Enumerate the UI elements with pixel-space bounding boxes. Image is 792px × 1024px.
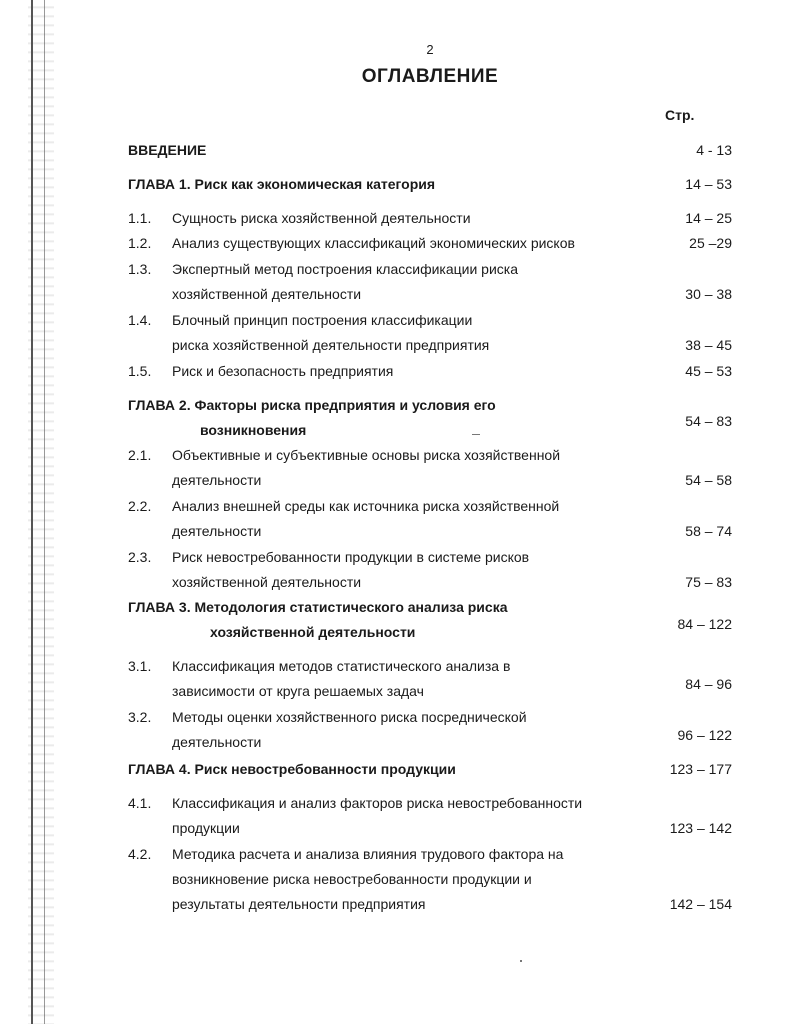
toc-section-number: 1.1. [128, 210, 152, 226]
page-number: 2 [426, 42, 434, 57]
toc-section-title: Методика расчета и анализа влияния трудового фактора на [172, 846, 564, 862]
toc-section-title: Методы оценки хозяйственного риска посреднической [172, 709, 527, 725]
toc-section-number: 1.3. [128, 261, 152, 277]
toc-chapter-3-pages: 84 – 122 [677, 616, 732, 632]
toc-section-title: Классификация и анализ факторов риска невостребованности [172, 795, 583, 811]
toc-chapter-2-pages: 54 – 83 [685, 413, 732, 429]
toc-section-title: Классификация методов статистического анализа в [172, 658, 511, 674]
scan-speck [520, 960, 522, 962]
toc-section-number: 2.1. [128, 447, 152, 463]
toc-section-title-cont: риска хозяйственной деятельности предприятия [172, 337, 490, 353]
toc-section-pages: 96 – 122 [677, 727, 732, 743]
toc-chapter-2-title: ГЛАВА 2. Факторы риска предприятия и условия его [128, 397, 496, 413]
toc-section-pages: 25 –29 [689, 235, 732, 251]
toc-section-pages: 30 – 38 [685, 286, 732, 302]
toc-chapter-1-title: ГЛАВА 1. Риск как экономическая категория [128, 176, 436, 192]
toc-section-number: 1.4. [128, 312, 152, 328]
toc-section-number: 2.2. [128, 498, 152, 514]
toc-section-title: Анализ существующих классификаций экономических рисков [172, 235, 575, 251]
toc-intro-title: ВВЕДЕНИЕ [128, 142, 207, 158]
toc-chapter-3-title: ГЛАВА 3. Методология статистического анализа риска [128, 599, 508, 615]
toc-chapter-1-pages: 14 – 53 [685, 176, 732, 192]
toc-section-number: 3.2. [128, 709, 152, 725]
toc-chapter-4-pages: 123 – 177 [669, 761, 732, 777]
toc-section-title-cont: возникновение риска невостребованности продукции и [172, 871, 532, 887]
toc-section-pages: 142 – 154 [669, 896, 732, 912]
scan-margin-line [44, 0, 45, 1024]
scan-margin-line [31, 0, 33, 1024]
toc-section-number: 1.5. [128, 363, 152, 379]
toc-section-title: Объективные и субъективные основы риска хозяйственной [172, 447, 561, 463]
toc-section-number: 1.2. [128, 235, 152, 251]
toc-section-title: Блочный принцип построения классификации [172, 312, 473, 328]
scan-speck [472, 434, 480, 435]
toc-section-pages: 75 – 83 [685, 574, 732, 590]
toc-section-title-cont: зависимости от круга решаемых задач [172, 683, 424, 699]
toc-section-pages: 123 – 142 [669, 820, 732, 836]
toc-section-title-cont: хозяйственной деятельности [172, 574, 362, 590]
toc-section-title: Экспертный метод построения классификации риска [172, 261, 518, 277]
toc-section-pages: 84 – 96 [685, 676, 732, 692]
toc-section-number: 4.2. [128, 846, 152, 862]
toc-section-title: Сущность риска хозяйственной деятельности [172, 210, 471, 226]
toc-section-title-cont: деятельности [172, 734, 262, 750]
toc-chapter-3-title-cont: хозяйственной деятельности [210, 624, 416, 640]
toc-chapter-4-title: ГЛАВА 4. Риск невостребованности продукции [128, 761, 456, 777]
toc-section-title-cont: продукции [172, 820, 240, 836]
toc-section-number: 4.1. [128, 795, 152, 811]
page-title: ОГЛАВЛЕНИЕ [361, 66, 499, 87]
toc-section-title-cont: деятельности [172, 472, 262, 488]
pages-column-label: Стр. [665, 107, 695, 123]
toc-section-title-cont: хозяйственной деятельности [172, 286, 362, 302]
toc-section-number: 3.1. [128, 658, 152, 674]
toc-section-title: Риск невостребованности продукции в системе рисков [172, 549, 530, 565]
toc-section-pages: 45 – 53 [685, 363, 732, 379]
toc-section-title-cont: результаты деятельности предприятия [172, 896, 426, 912]
toc-section-title: Риск и безопасность предприятия [172, 363, 394, 379]
toc-section-title-cont: деятельности [172, 523, 262, 539]
toc-section-pages: 54 – 58 [685, 472, 732, 488]
toc-section-pages: 14 – 25 [685, 210, 732, 226]
toc-chapter-2-title-cont: возникновения [200, 422, 307, 438]
toc-section-title: Анализ внешней среды как источника риска хозяйственной [172, 498, 560, 514]
toc-section-pages: 58 – 74 [685, 523, 732, 539]
toc-section-number: 2.3. [128, 549, 152, 565]
toc-section-pages: 38 – 45 [685, 337, 732, 353]
toc-intro-pages: 4 - 13 [696, 142, 732, 158]
